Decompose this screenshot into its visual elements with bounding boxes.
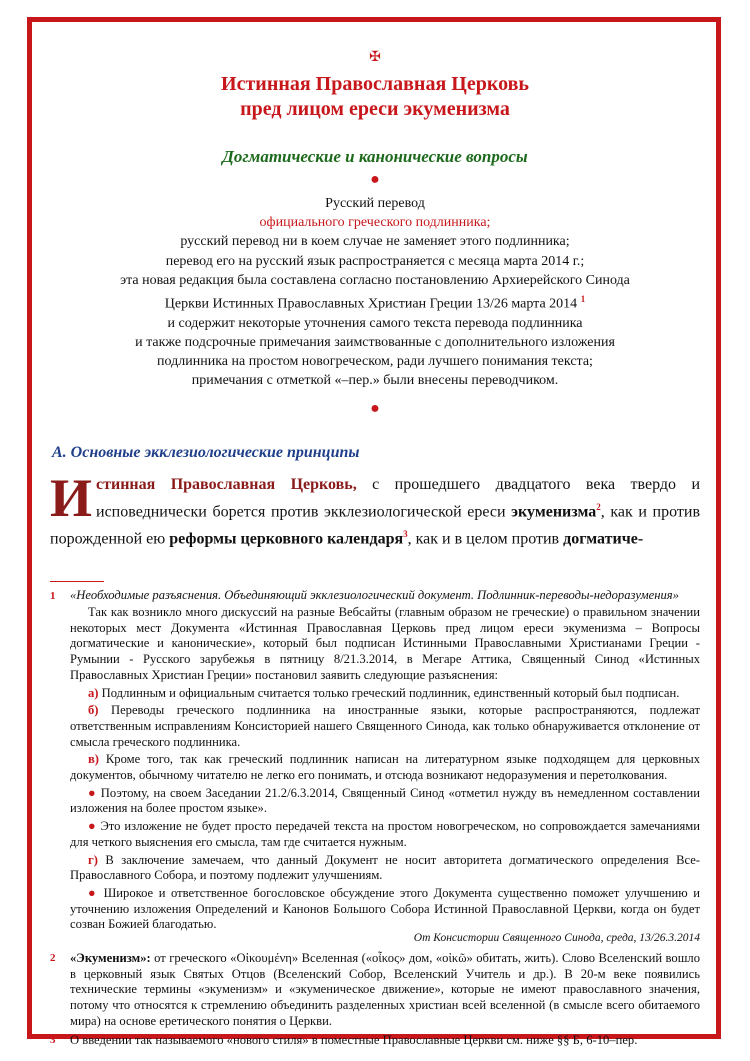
footnote-ref-2[interactable]: 2 <box>596 501 601 512</box>
intro-block <box>50 194 700 391</box>
footnote-text: Кроме того, так как греческий подлинник написан на литературном языке подходящем для церковных документов, обычному читателю не легко его понимать, и отсюда возникают недоразумения и перетолкования. <box>70 752 700 783</box>
list-marker: г) <box>88 852 98 867</box>
paragraph-text: с прошедшего двадцатого века твердо и исповеднически борется против экклезиологической ереси <box>96 475 700 521</box>
document-body <box>50 40 700 1049</box>
footnote-text: от греческого «Οἰκουμένη» Вселенная («οἶκος» дом, «οἰκῶ» обитать, жить). Слово Вселенский вошло в церковный язык Святых Отцов (Вселенский Собор, Вселенский Учитель и др.). В 20-м веке появились технические термины «экуменизм» и «экуменическое движение», которые не имеют православного значения, потому что относятся к стремлению объединить разделенных христиан всей вселенной (в смысле всего обитаемого мира) на основе еретического понятия о Церкви. <box>70 950 700 1028</box>
footnote-text: О введении так называемого «нового стиля» в поместные Православные Церкви см. ниже §§ Б, 6-10–пер. <box>70 1033 638 1048</box>
footnote-number: 2 <box>50 951 56 964</box>
section-heading: A. Основные экклезиологические принципы <box>52 443 360 461</box>
list-marker: а) <box>88 685 99 700</box>
list-marker: в) <box>88 752 99 767</box>
footnote-1 <box>50 588 700 946</box>
footnote-ref-3[interactable]: 3 <box>403 529 408 540</box>
footnote-term: «Экуменизм»: <box>70 950 151 965</box>
footnote-text: Поэтому, на своем Заседании 21.2/6.3.2014, Священный Синод «отметил нужду въ немедленном составлении изложения на более простом языке». <box>70 785 701 816</box>
bullet-divider: ● <box>370 399 380 417</box>
footnote-heading: «Необходимые разъяснения. Объединяющий экклезиологический документ. Подлинник-переводы-недоразумения» <box>70 588 679 603</box>
title-line-2: пред лицом ереси экуменизма <box>240 98 510 120</box>
footnote-text: Это изложение не будет просто передачей текста на простом новогреческом, но сопровождается замечаниями для четкого выяснения его смысла, там где считается нужным. <box>70 819 700 849</box>
main-paragraph <box>50 467 701 551</box>
footnote-paragraph <box>70 853 700 884</box>
footnote-3 <box>50 1033 700 1049</box>
intro-line: примечания с отметкой «–пер.» были внесены переводчиком. <box>191 373 559 389</box>
footnote-number: 1 <box>50 590 56 603</box>
paragraph-text: , как и в целом против <box>407 530 564 548</box>
title-line-1: Истинная Православная Церковь <box>221 73 529 95</box>
list-marker: ● <box>88 785 97 800</box>
intro-line: Русский перевод <box>325 196 425 211</box>
footnote-paragraph <box>70 886 700 933</box>
list-marker: ● <box>88 886 99 900</box>
subtitle: Догматические и канонические вопросы <box>222 147 528 166</box>
bullet-divider: ● <box>370 171 380 188</box>
paragraph-text: , как и против порожденной ею <box>50 503 701 548</box>
footnote-number: 3 <box>50 1034 56 1047</box>
intro-line: и также подсрочные примечания заимствованные с дополнительного изложения <box>135 335 615 351</box>
footnote-body <box>50 605 700 947</box>
footnote-separator <box>50 581 104 582</box>
footnote-ref-1[interactable]: 1 <box>580 294 586 305</box>
footnote-2 <box>50 951 700 1030</box>
term-calendar-reform: реформы церковного календаря <box>169 530 404 548</box>
footnote-paragraph <box>70 752 700 783</box>
intro-line: эта новая редакция была составлена согласно постановлению Архиерейского Синода <box>120 272 630 288</box>
footnote-text: Подлинным и официальным считается только греческий подлинник, единственный который был подписан. <box>98 685 680 700</box>
list-marker: ● <box>88 819 97 834</box>
footnote-text: Переводы греческого подлинника на иностранные языки, которые распространяются, подлежат ответственным исправлениям Консисторией нашего Священного Синода, как только обнаруживается отклонение от смысла греческого подлинника. <box>70 703 700 749</box>
intro-line: перевод его на русский язык распространяется с месяца марта 2014 г.; <box>165 253 585 269</box>
footnote-paragraph: Так как возникло много дискуссий на разные Вебсайты (главным образом не греческие) о правильном значении некоторых мест Документа «Истинная Православная Церковь пред лицом ереси экуменизма – Вопросы догматические и канонические», который был подписан Истинными Православными Христианами Греции - Румынии - Русского зарубежья в пятницу 8/21.3.2014, в Мегаре Аттика, Священный Синод «Истинных Православных Христиан Греции» постановил заявить следующие разъяснения: <box>70 605 700 682</box>
intro-line <box>50 290 700 314</box>
footnote-paragraph <box>70 786 700 817</box>
intro-line: русский перевод ни в коем случае не заменяет этого подлинника; <box>180 234 570 250</box>
footnote-text: Широкое и ответственное богословское обсуждение этого Документа существенно поможет улучшению и уточнению изложения Определений и Канонов Большого Собора Истинной Православной Церкви, когда он будет созван Божией благодатью. <box>70 886 701 932</box>
footnote-paragraph <box>70 819 700 850</box>
intro-text: Церкви Истинных Православных Христиан Греции 13/26 марта 2014 <box>164 296 578 312</box>
intro-line: официального греческого подлинника; <box>259 215 491 231</box>
intro-line: подлинника на простом новогреческом, ради лучшего понимания текста; <box>157 354 593 370</box>
footnote-paragraph <box>70 686 700 702</box>
footnote-signature: От Консистории Священного Синода, среда, 13/26.3.2014 <box>413 932 700 945</box>
cross-icon: ✠ <box>369 50 381 65</box>
lead-phrase: стинная Православная Церковь, <box>96 475 357 493</box>
term-dogmatic: догматиче- <box>563 530 644 548</box>
term-ecumenism: экуменизма <box>511 503 597 521</box>
list-marker: б) <box>88 703 99 718</box>
footnote-text: В заключение замечаем, что данный Документ не носит авторитета догматического определения Все-Православного Собора, и поэтому подлежит улучшениям. <box>70 852 700 883</box>
footnote-paragraph <box>70 703 700 750</box>
drop-cap: И <box>50 467 93 528</box>
intro-line: и содержит некоторые уточнения самого текста перевода подлинника <box>167 315 583 331</box>
